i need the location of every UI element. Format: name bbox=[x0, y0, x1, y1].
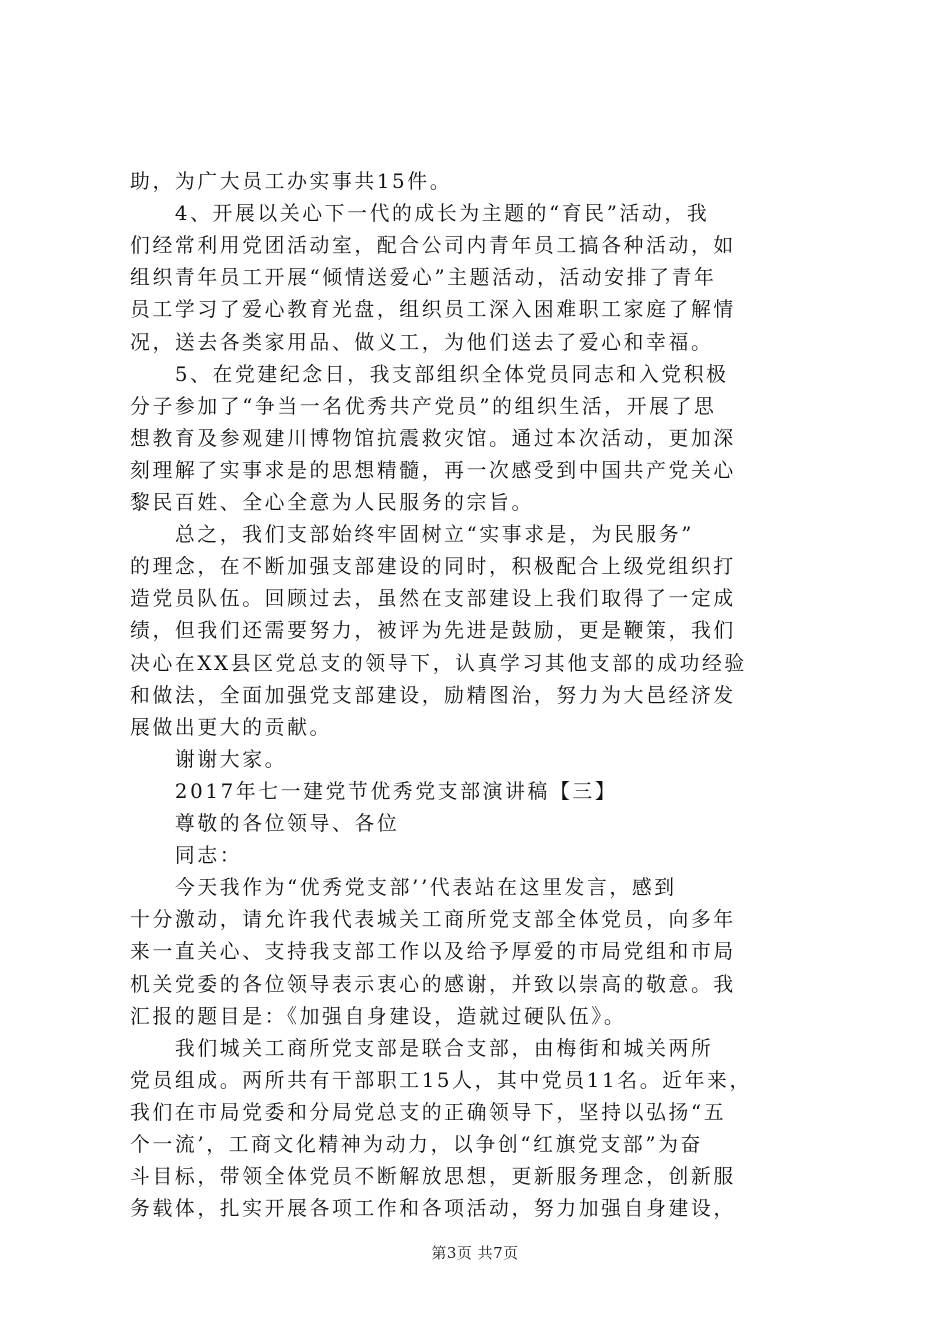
body-line: 5、在党建纪念日，我支部组织全体党员同志和入党积极 bbox=[130, 362, 729, 386]
body-line: 展做出更大的贡献。 bbox=[130, 715, 332, 739]
body-line: 的理念，在不断加强支部建设的同时，积极配合上级党组织打 bbox=[130, 555, 736, 579]
body-line: 个一流’，工商文化精神为动力，以争创“红旗党支部”为奋 bbox=[130, 1133, 703, 1157]
body-line: 黎民百姓、全心全意为人民服务的宗旨。 bbox=[130, 491, 534, 514]
body-line: 们经常利用党团活动室，配合公司内青年员工搞各种活动，如 bbox=[130, 234, 736, 258]
body-line: 组织青年员工开展“倾情送爱心”主题活动，活动安排了青年 bbox=[130, 266, 717, 290]
body-line: 汇报的题目是：《加强自身建设，造就过硬队伍》。 bbox=[130, 1004, 627, 1028]
body-line: 想教育及参观建川博物馆抗震救灾馆。通过本次活动，更加深 bbox=[130, 426, 736, 450]
body-line: 造党员队伍。回顾过去，虽然在支部建设上我们取得了一定成 bbox=[130, 587, 736, 611]
body-line: 机关党委的各位领导表示衷心的感谢，并致以崇高的敬意。我 bbox=[130, 972, 736, 996]
body-line: 助，为广大员工办实事共15件。 bbox=[130, 170, 453, 193]
body-line: 斗目标，带领全体党员不断解放思想，更新服务理念，创新服 bbox=[130, 1165, 736, 1189]
body-line: 务载体，扎实开展各项工作和各项活动，努力加强自身建设， bbox=[130, 1197, 736, 1221]
body-line: 谢谢大家。 bbox=[130, 747, 288, 771]
section-heading: 2017年七一建党节优秀党支部演讲稿【三】 bbox=[130, 779, 618, 803]
body-line: 总之，我们支部始终牢固树立“实事求是，为民服务” bbox=[130, 523, 695, 547]
body-line: 十分激动，请允许我代表城关工商所党支部全体党员，向多年 bbox=[130, 908, 736, 932]
body-line: 来一直关心、支持我支部工作以及给予厚爱的市局党组和市局 bbox=[130, 940, 736, 964]
body-line: 况，送去各类家用品、做义工，为他们送去了爱心和幸福。 bbox=[130, 330, 714, 354]
page-footer: 第3页 共7页 bbox=[431, 1244, 519, 1262]
body-line: 决心在XX县区党总支的领导下，认真学习其他支部的成功经验 bbox=[130, 651, 747, 675]
body-line: 4、开展以关心下一代的成长为主题的“育民”活动，我 bbox=[130, 202, 710, 226]
body-line: 刻理解了实事求是的思想精髓，再一次感受到中国共产党关心 bbox=[130, 458, 736, 482]
body-line: 我们城关工商所党支部是联合支部，由梅街和城关两所 bbox=[130, 1036, 714, 1060]
body-line: 我们在市局党委和分局党总支的正确领导下，坚持以弘扬“五 bbox=[130, 1100, 727, 1124]
body-line: 尊敬的各位领导、各位 bbox=[130, 812, 400, 836]
body-line: 同志： bbox=[130, 844, 243, 868]
body-line: 党员组成。两所共有干部职工15人，其中党员11名。近年来， bbox=[130, 1068, 752, 1092]
body-line: 员工学习了爱心教育光盘，组织员工深入困难职工家庭了解情 bbox=[130, 298, 736, 322]
body-line: 绩，但我们还需要努力，被评为先进是鼓励，更是鞭策，我们 bbox=[130, 619, 736, 643]
body-line: 今天我作为“优秀党支部’’代表站在这里发言，感到 bbox=[130, 876, 677, 900]
body-line: 分子参加了“争当一名优秀共产党员”的组织生活，开展了思 bbox=[130, 394, 717, 418]
body-line: 和做法，全面加强党支部建设，励精图治，努力为大邑经济发 bbox=[130, 683, 736, 707]
